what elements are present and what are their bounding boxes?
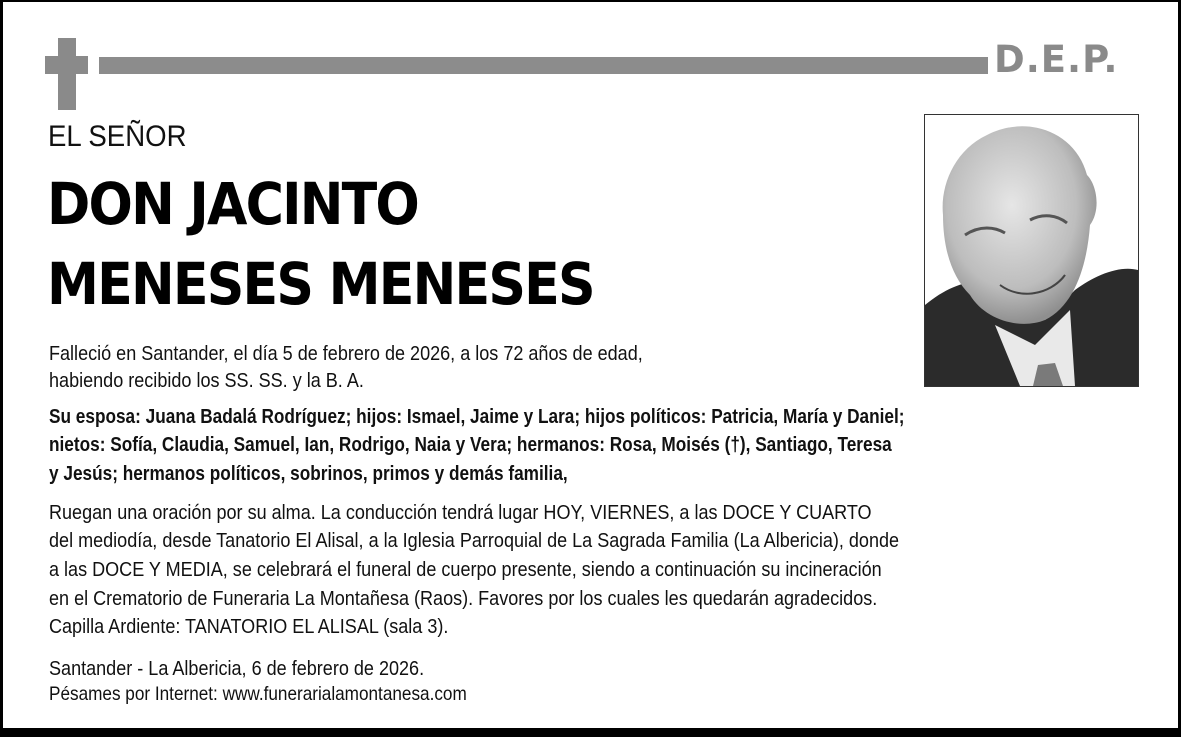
family-line1: Su esposa: Juana Badalá Rodríguez; hijos: Ismael, Jaime y Lara; hijos políticos: Patricia, María y Daniel; <box>49 405 905 428</box>
death-notice-line2: habiendo recibido los SS. SS. y la B. A. <box>49 369 364 392</box>
family-line3: y Jesús; hermanos políticos, sobrinos, primos y demás familia, <box>49 462 568 485</box>
deceased-name-line2: MENESES MENESES <box>47 250 594 318</box>
family-line2: nietos: Sofía, Claudia, Samuel, Ian, Rodrigo, Naia y Vera; hermanos: Rosa, Moisés (†), Santiago, Teresa <box>49 433 892 456</box>
chapel-info: Capilla Ardiente: TANATORIO EL ALISAL (sala 3). <box>49 615 449 638</box>
dep-label: D.E.P. <box>994 38 1119 81</box>
death-notice-line1: Falleció en Santander, el día 5 de febrero de 2026, a los 72 años de edad, <box>49 342 643 365</box>
cross-horizontal-bar <box>45 56 88 74</box>
header-rule <box>99 57 988 74</box>
cross-vertical-bar <box>58 38 76 110</box>
deceased-photo <box>924 114 1139 387</box>
ceremony-line1: Ruegan una oración por su alma. La conducción tendrá lugar HOY, VIERNES, a las DOCE Y CUARTO <box>49 501 872 524</box>
ceremony-line4: en el Crematorio de Funeraria La Montañesa (Raos). Favores por los cuales les quedarán agradecidos. <box>49 587 878 610</box>
deceased-name-line1: DON JACINTO <box>47 170 418 238</box>
place-date: Santander - La Albericia, 6 de febrero de 2026. <box>49 657 425 680</box>
portrait-illustration <box>925 115 1138 386</box>
ceremony-line3: a las DOCE Y MEDIA, se celebrará el funeral de cuerpo presente, siendo a continuación su incineración <box>49 558 882 581</box>
ceremony-line2: del mediodía, desde Tanatorio El Alisal, a la Iglesia Parroquial de La Sagrada Familia (La Albericia), donde <box>49 529 900 552</box>
condolences-link[interactable]: Pésames por Internet: www.funerarialamontanesa.com <box>49 683 467 705</box>
honorific: EL SEÑOR <box>48 120 187 153</box>
